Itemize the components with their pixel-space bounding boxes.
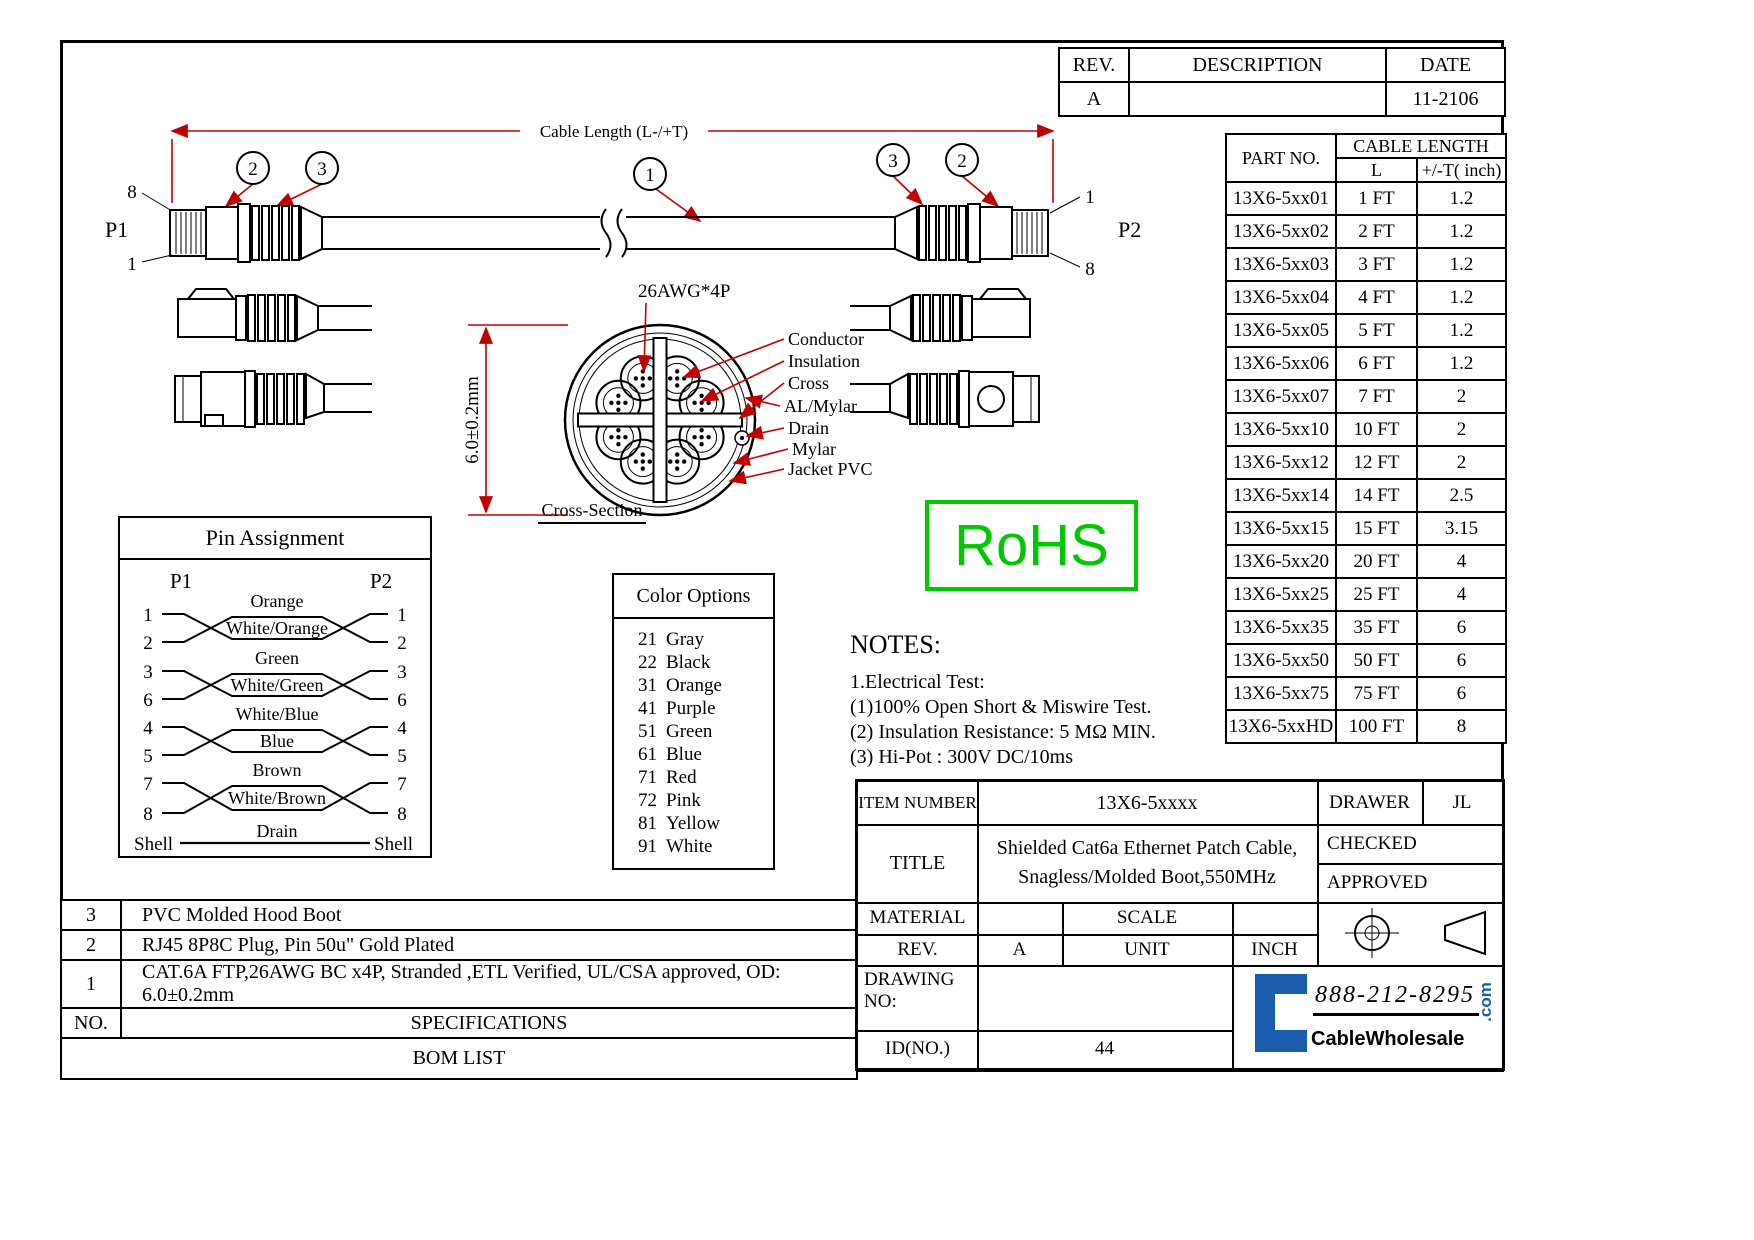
pair-2-mid-label: White/Green	[230, 675, 324, 695]
notes-line: (1)100% Open Short & Miswire Test.	[850, 696, 1152, 718]
id-value: 44	[1095, 1038, 1114, 1059]
table-row	[61, 1038, 857, 1079]
id-label: ID(NO.)	[885, 1038, 950, 1059]
pair-3-mid-label: Blue	[260, 731, 294, 751]
pair-1-top-label: Orange	[250, 591, 304, 611]
svg-text:7: 7	[397, 774, 407, 795]
svg-text:4: 4	[397, 718, 407, 739]
table-row: 13X6-5xx25 25 FT 4	[1226, 578, 1506, 611]
diameter-dimension	[462, 325, 568, 515]
pair-4-mid-label: White/Brown	[228, 788, 326, 808]
cross-label: Cross	[788, 373, 830, 393]
list-item: 51 Green	[638, 721, 713, 742]
drawer-label: DRAWER	[1329, 792, 1410, 813]
jacket-label: Jacket PVC	[788, 459, 873, 479]
right-connector	[895, 204, 1048, 262]
table-row: 13X6-5xx04 4 FT 1.2	[1226, 281, 1506, 314]
bom-table	[60, 899, 858, 1080]
p2-label: P2	[1118, 217, 1142, 242]
specifications-header: SPECIFICATIONS	[121, 1008, 857, 1038]
diameter-value: 6.0±0.2mm	[462, 376, 483, 464]
list-item: 71 Red	[638, 767, 697, 788]
pin1-right-label: 1	[1085, 187, 1095, 208]
notes-line: (3) Hi-Pot : 300V DC/10ms	[850, 746, 1073, 768]
description-value	[1129, 82, 1386, 116]
table-row: 13X6-5xx14 14 FT 2.5	[1226, 479, 1506, 512]
pin-assignment-title: Pin Assignment	[120, 518, 430, 560]
list-item: 72 Pink	[638, 790, 701, 811]
svg-text:8: 8	[143, 804, 153, 825]
drain-wire-label: Drain	[256, 821, 298, 841]
pin-assignment-diagram	[120, 560, 430, 856]
title-label: TITLE	[889, 851, 946, 874]
date-value: 11-2106	[1386, 82, 1505, 116]
callout-2-left: 2	[248, 159, 258, 180]
rev-value: A	[1012, 938, 1027, 960]
color-options-box	[612, 573, 775, 870]
table-row: 13X6-5xx01 1 FT 1.2	[1226, 182, 1506, 215]
table-row: 13X6-5xx10 10 FT 2	[1226, 413, 1506, 446]
item-number-label: ITEM NUMBER	[858, 793, 977, 812]
list-item: 31 Orange	[638, 675, 722, 696]
approved-label: APPROVED	[1327, 871, 1428, 893]
svg-text:1: 1	[397, 605, 407, 626]
list-item: 41 Purple	[638, 698, 716, 719]
no-header: NO.	[61, 1008, 121, 1038]
revision-table	[1058, 47, 1506, 117]
callout-3-right: 3	[888, 151, 898, 172]
left-connector	[170, 204, 322, 262]
mylar-label: Mylar	[792, 439, 836, 459]
svg-text:6: 6	[143, 690, 153, 711]
table-row: 13X6-5xx03 3 FT 1.2	[1226, 248, 1506, 281]
svg-text:1: 1	[143, 605, 153, 626]
table-row: 2 RJ45 8P8C Plug, Pin 50u" Gold Plated	[61, 930, 857, 960]
table-row: 13X6-5xx20 20 FT 4	[1226, 545, 1506, 578]
shell-left-label: Shell	[134, 834, 174, 855]
bom-list-footer: BOM LIST	[61, 1038, 857, 1079]
drawing-no-label: DRAWING NO:	[864, 969, 955, 1012]
svg-text:7: 7	[143, 774, 153, 795]
drain-wire	[735, 431, 749, 445]
notes-line: (2) Insulation Resistance: 5 MΩ MIN.	[850, 721, 1156, 743]
checked-label: CHECKED	[1327, 832, 1417, 854]
pair-4-top-label: Brown	[252, 760, 302, 780]
company-name: CableWholesale	[1311, 1028, 1465, 1050]
unit-label: UNIT	[1124, 938, 1170, 960]
pin-p1: P1	[170, 569, 193, 593]
pair-2-top-label: Green	[255, 648, 299, 668]
svg-text:6: 6	[397, 690, 407, 711]
notes-section	[850, 630, 1220, 770]
rev-header: REV.	[1059, 48, 1129, 82]
rohs-badge: RoHS	[925, 500, 1138, 591]
rev-label: REV.	[897, 938, 938, 960]
svg-text:5: 5	[143, 746, 153, 767]
callout-1-center: 1	[645, 165, 655, 186]
part-no-header: PART NO.	[1226, 134, 1336, 182]
table-row: 1 CAT.6A FTP,26AWG BC x4P, Stranded ,ETL Verified, UL/CSA approved, OD: 6.0±0.2mm	[61, 960, 857, 1008]
rev-value: A	[1059, 82, 1129, 116]
cross-section-diagram	[440, 275, 910, 545]
drain-label: Drain	[788, 418, 829, 438]
length-col-header: L	[1336, 158, 1417, 182]
insulation-label: Insulation	[788, 351, 860, 371]
svg-text:3: 3	[397, 662, 407, 683]
svg-text:3: 3	[143, 662, 153, 683]
table-row: 13X6-5xx15 15 FT 3.15	[1226, 512, 1506, 545]
cablewholesale-logo	[1233, 966, 1504, 1068]
tolerance-col-header: +/-T( inch)	[1417, 158, 1506, 182]
date-header: DATE	[1386, 48, 1505, 82]
item-number-value: 13X6-5xxxx	[1096, 791, 1198, 814]
pin1-left-label: 1	[127, 254, 137, 275]
p1-label: P1	[105, 217, 129, 242]
list-item: 81 Yellow	[638, 813, 721, 834]
cross-section-caption: Cross-Section	[541, 500, 643, 520]
title-block	[855, 779, 1505, 1071]
color-options-title: Color Options	[614, 575, 773, 619]
cable-length-dimension	[172, 122, 1053, 203]
cable-length-header: CABLE LENGTH	[1336, 134, 1506, 158]
pin-assignment-box	[118, 516, 432, 858]
table-row: 13X6-5xx50 50 FT 6	[1226, 644, 1506, 677]
table-row: 13X6-5xx02 2 FT 1.2	[1226, 215, 1506, 248]
awg-label: 26AWG*4P	[638, 281, 731, 302]
phone-number: 888-212-8295	[1313, 982, 1479, 1016]
pin-p2: P2	[370, 569, 393, 593]
pair-1-mid-label: White/Orange	[226, 618, 328, 638]
part-number-table	[1225, 133, 1507, 744]
title-value: Shielded Cat6a Ethernet Patch Cable, Snagless/Molded Boot,550MHz	[996, 837, 1298, 888]
list-item: 61 Blue	[638, 744, 702, 765]
pin8-right-label: 8	[1085, 259, 1095, 280]
pair-3-top-label: White/Blue	[235, 704, 319, 724]
svg-text:2: 2	[143, 633, 153, 654]
svg-text:8: 8	[397, 804, 407, 825]
al-mylar-label: AL/Mylar	[784, 396, 857, 416]
table-row	[61, 1008, 857, 1038]
cable-length-label: Cable Length (L-/+T)	[539, 122, 689, 141]
callout-balloons	[226, 144, 998, 221]
projection-symbol-icon	[1317, 902, 1502, 965]
drawer-value: JL	[1452, 792, 1472, 813]
table-row: 13X6-5xx35 35 FT 6	[1226, 611, 1506, 644]
callout-2-right: 2	[957, 151, 967, 172]
list-item: 21 Gray	[638, 629, 704, 650]
list-item: 91 White	[638, 836, 713, 857]
left-connector-side-view	[178, 289, 372, 341]
logo-tld: .com	[1476, 982, 1495, 1022]
scale-label: SCALE	[1116, 907, 1178, 928]
notes-title: NOTES:	[850, 630, 941, 659]
notes-line: 1.Electrical Test:	[850, 671, 985, 693]
conductor-label: Conductor	[788, 329, 864, 349]
material-label: MATERIAL	[869, 907, 966, 928]
svg-text:4: 4	[143, 718, 153, 739]
table-row: 13X6-5xx07 7 FT 2	[1226, 380, 1506, 413]
callout-3-left: 3	[317, 159, 327, 180]
svg-text:2: 2	[397, 633, 407, 654]
cable-body	[322, 209, 895, 257]
list-item: 22 Black	[638, 652, 711, 673]
unit-value: INCH	[1251, 938, 1298, 960]
table-row: 3 PVC Molded Hood Boot	[61, 900, 857, 930]
table-row: 13X6-5xx06 6 FT 1.2	[1226, 347, 1506, 380]
description-header: DESCRIPTION	[1129, 48, 1386, 82]
logo-c-icon	[1253, 974, 1307, 1052]
pin8-left-label: 8	[127, 182, 137, 203]
left-connector-bottom-view	[175, 371, 372, 427]
svg-text:5: 5	[397, 746, 407, 767]
shell-right-label: Shell	[374, 834, 414, 855]
table-row: 13X6-5xx75 75 FT 6	[1226, 677, 1506, 710]
table-row: 13X6-5xxHD 100 FT 8	[1226, 710, 1506, 743]
table-row: 13X6-5xx05 5 FT 1.2	[1226, 314, 1506, 347]
table-row: 13X6-5xx12 12 FT 2	[1226, 446, 1506, 479]
color-options-list	[614, 619, 773, 859]
